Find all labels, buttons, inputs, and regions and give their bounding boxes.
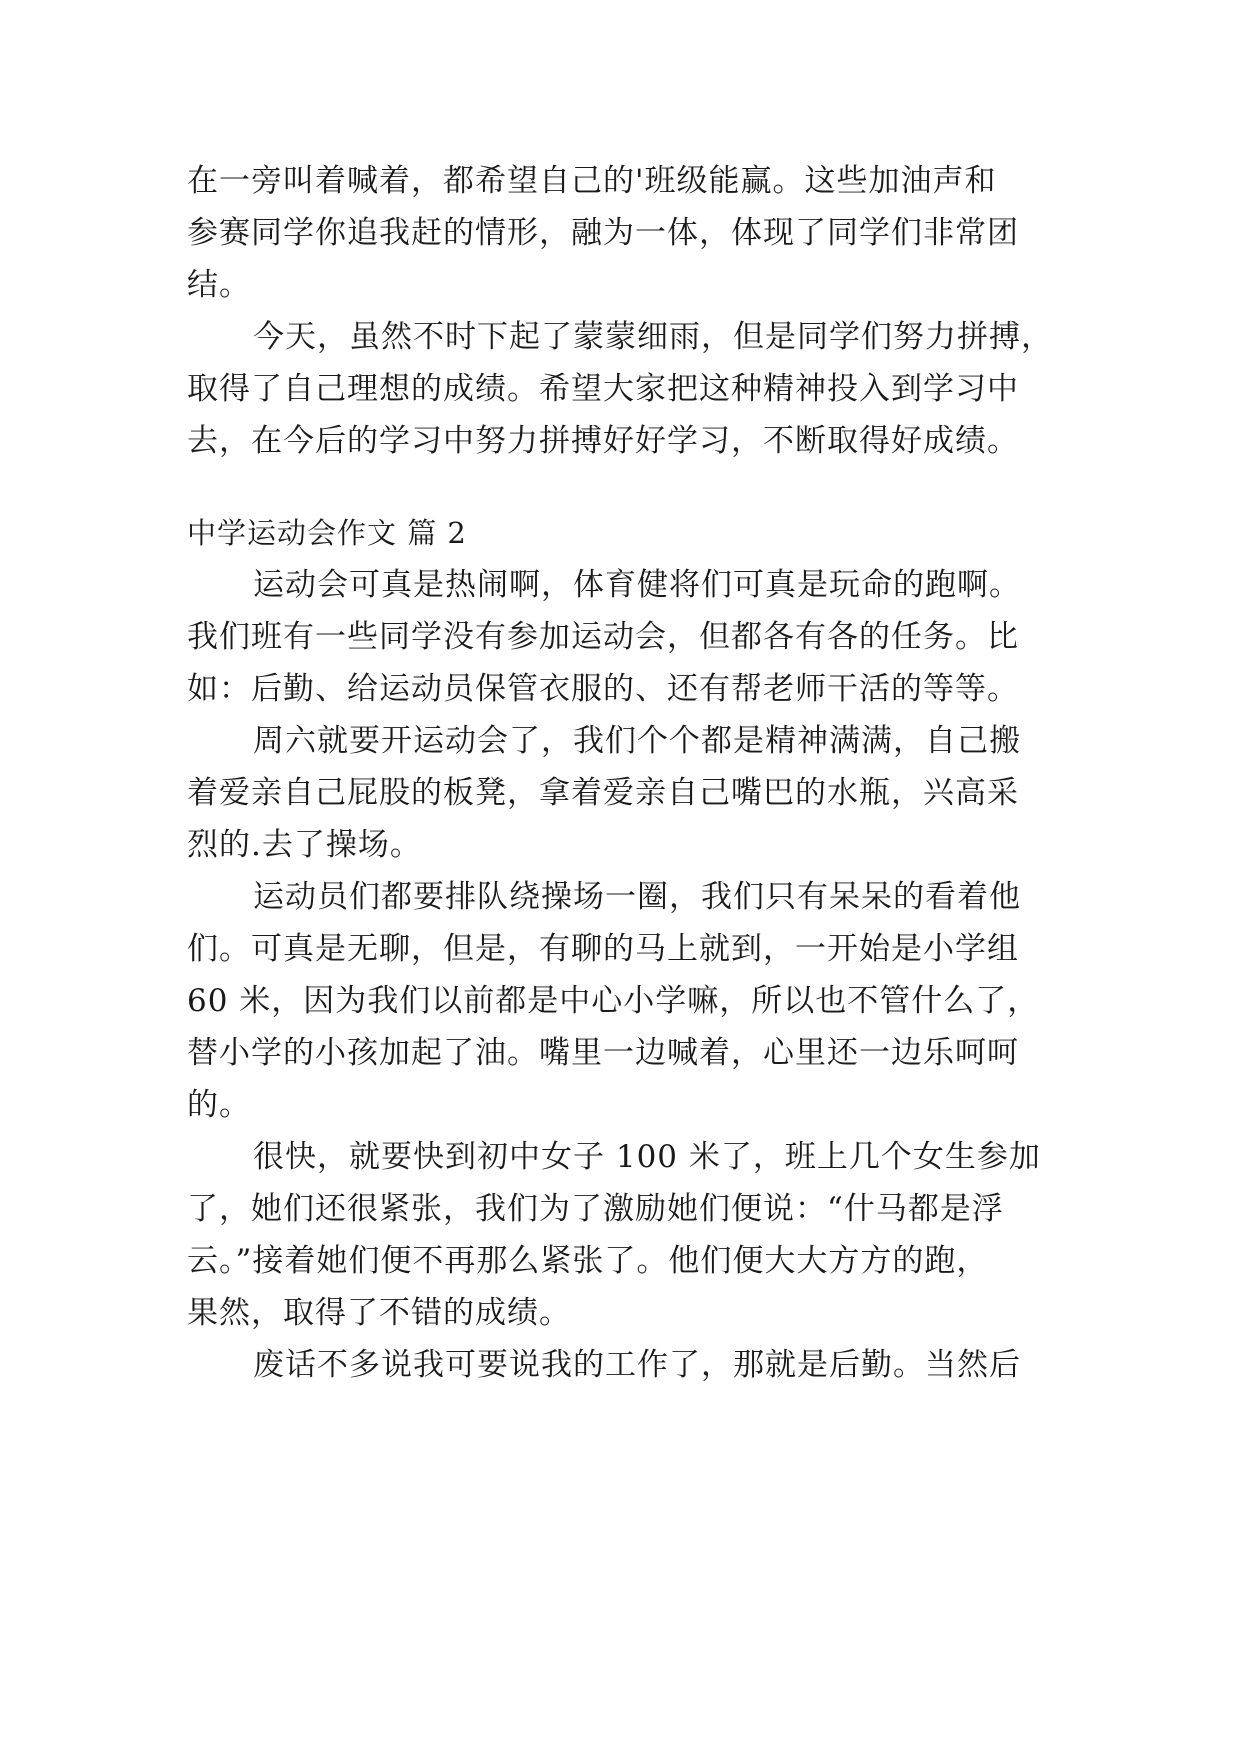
text-line: 着爱亲自己屁股的板凳，拿着爱亲自己嘴巴的水瓶，兴高采 [187, 775, 1019, 811]
text-line: 废话不多说我可要说我的工作了，那就是后勤。当然后 [253, 1347, 1021, 1383]
text-line: 烈的.去了操场。 [187, 827, 422, 863]
text-line: 60 米，因为我们以前都是中心小学嘛，所以也不管什么了， [187, 983, 1040, 1019]
text-line: 在一旁叫着喊着，都希望自己的'班级能赢。这些加油声和 [187, 163, 997, 199]
text-line: 果然，取得了不错的成绩。 [187, 1295, 571, 1331]
text-line: 去，在今后的学习中努力拼搏好好学习，不断取得好成绩。 [187, 423, 1019, 459]
text-line: 周六就要开运动会了，我们个个都是精神满满，自己搬 [253, 723, 1021, 759]
paragraph [187, 1339, 1067, 1391]
paragraph [187, 155, 1067, 311]
text-line: 我们班有一些同学没有参加运动会，但都各有各的任务。比 [187, 619, 1019, 655]
text-line: 如：后勤、给运动员保管衣服的、还有帮老师干活的等等。 [187, 671, 1019, 707]
text-line: 了，她们还很紧张，我们为了激励她们便说：“什马都是浮 [187, 1191, 1004, 1227]
text-line: 运动会可真是热闹啊，体育健将们可真是玩命的跑啊。 [253, 567, 1021, 603]
text-line: 替小学的小孩加起了油。嘴里一边喊着，心里还一边乐呵呵 [187, 1035, 1019, 1071]
text-line: 很快，就要快到初中女子 100 米了，班上几个女生参加 [253, 1139, 1041, 1175]
text-line: 今天，虽然不时下起了蒙蒙细雨，但是同学们努力拼搏， [253, 319, 1053, 355]
text-line: 运动员们都要排队绕操场一圈，我们只有呆呆的看着他 [253, 879, 1021, 915]
text-line: 云。”接着她们便不再那么紧张了。他们便大大方方的跑， [187, 1243, 989, 1279]
paragraph [187, 871, 1067, 1131]
paragraph [187, 311, 1067, 467]
section-heading: 中学运动会作文 篇 2 [187, 516, 467, 550]
text-line: 的。 [187, 1087, 251, 1123]
paragraph [187, 559, 1067, 715]
text-line: 参赛同学你追我赶的情形，融为一体，体现了同学们非常团 [187, 215, 1019, 251]
paragraph [187, 1131, 1067, 1339]
text-line: 结。 [187, 267, 251, 303]
paragraph [187, 715, 1067, 871]
text-line: 们。可真是无聊，但是，有聊的马上就到，一开始是小学组 [187, 931, 1019, 967]
document-body [187, 155, 1067, 1391]
text-line: 取得了自己理想的成绩。希望大家把这种精神投入到学习中 [187, 371, 1019, 407]
